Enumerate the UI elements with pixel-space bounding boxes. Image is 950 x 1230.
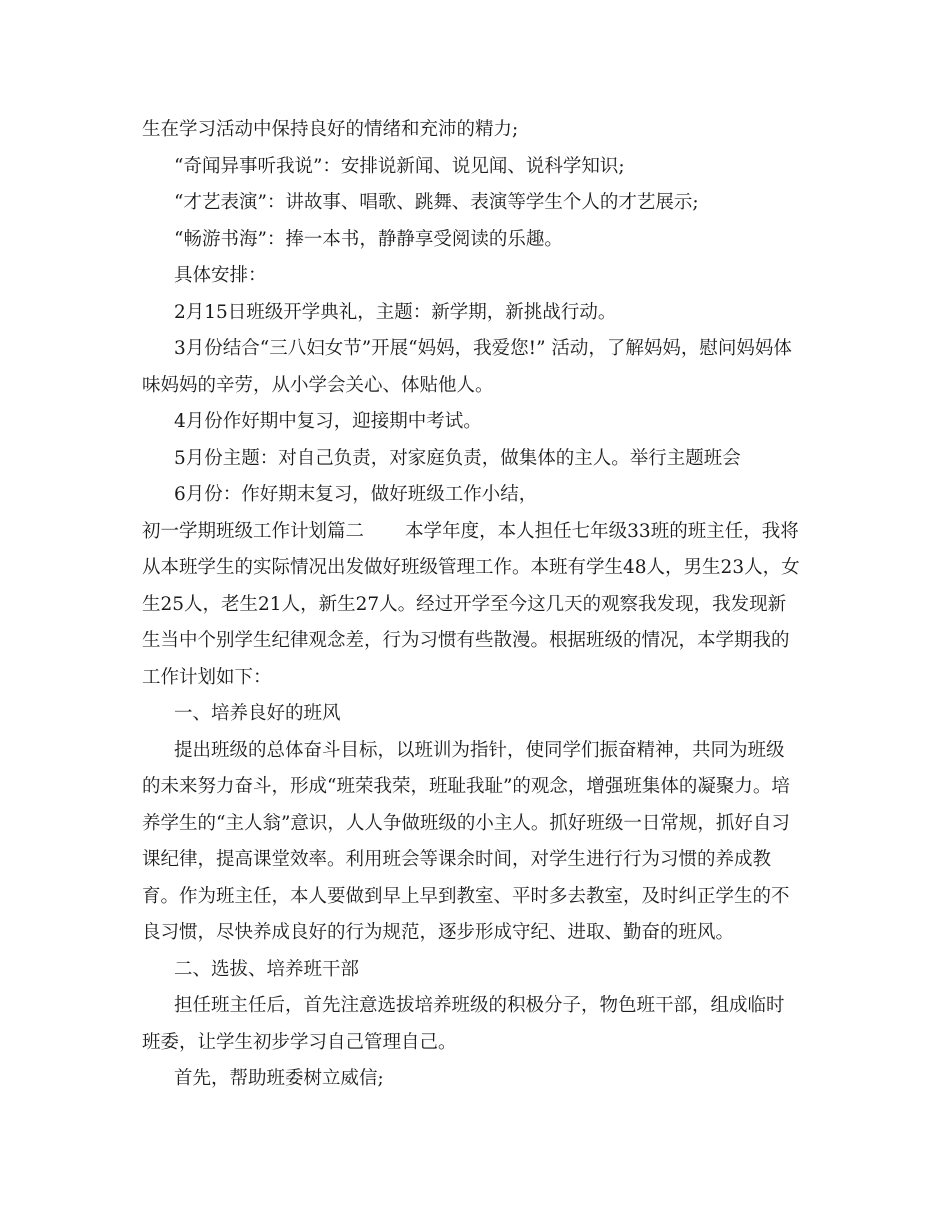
- text-line: 提出班级的总体奋斗目标，以班训为指针，使同学们振奋精神，共同为班级: [174, 739, 785, 761]
- text-line: 生25人，老生21人，新生27人。经过开学至今这几天的观察我发现，我发现新: [142, 593, 787, 615]
- text-line: 育。作为班主任，本人要做到早上早到教室、平时多去教室，及时纠正学生的不: [142, 885, 790, 907]
- article-title-line: 初一学期班级工作计划篇二 本学年度，本人担任七年级33班的班主任，我将: [142, 520, 799, 542]
- text-line: “奇闻异事听我说”：安排说新闻、说见闻、说科学知识;: [174, 155, 625, 177]
- text-line: “畅游书海”：捧一本书，静静享受阅读的乐趣。: [174, 228, 563, 250]
- text-line: 味妈妈的辛劳，从小学会关心、体贴他人。: [142, 374, 494, 396]
- text-line: 生在学习活动中保持良好的情绪和充沛的精力;: [142, 119, 519, 140]
- text-line: 4月份作好期中复习，迎接期中考试。: [174, 411, 482, 432]
- text-line: 3月份结合“三八妇女节”开展“妈妈，我爱您!” 活动，了解妈妈，慰问妈妈体: [174, 338, 792, 359]
- text-line: 养学生的“主人翁”意识，人人争做班级的小主人。抓好班级一日常规，抓好自习: [142, 812, 790, 834]
- text-line: 工作计划如下：: [142, 666, 272, 688]
- text-line: 6月份：作好期末复习，做好班级工作小结，: [174, 484, 538, 505]
- text-line: 良习惯，尽快养成良好的行为规范，逐步形成守纪、进取、勤奋的班风。: [142, 922, 735, 943]
- text-line: 首先，帮助班委树立威信;: [174, 1068, 384, 1089]
- text-line: 课纪律，提高课堂效率。利用班会等课余时间，对学生进行行为习惯的养成教: [142, 849, 772, 870]
- text-line: 从本班学生的实际情况出发做好班级管理工作。本班有学生48人，男生23人，女: [142, 557, 800, 578]
- section-heading: 一、培养良好的班风: [174, 703, 341, 724]
- text-line: 的未来努力奋斗，形成“班荣我荣，班耻我耻”的观念，增强班集体的凝聚力。培: [142, 776, 790, 797]
- text-line: 担任班主任后，首先注意选拔培养班级的积极分子，物色班干部，组成临时: [174, 995, 785, 1016]
- text-line: 5月份主题：对自己负责，对家庭负责，做集体的主人。举行主题班会: [174, 447, 741, 469]
- text-line: “才艺表演”：讲故事、唱歌、跳舞、表演等学生个人的才艺展示;: [174, 192, 699, 213]
- text-line: 班委，让学生初步学习自己管理自己。: [142, 1031, 457, 1053]
- text-line: 生当中个别学生纪律观念差，行为习惯有些散漫。根据班级的情况，本学期我的: [142, 630, 790, 651]
- section-heading: 二、选拔、培养班干部: [174, 958, 360, 980]
- document-body: [142, 112, 822, 1098]
- section-label: 具体安排：: [174, 265, 267, 286]
- text-line: 2月15日班级开学典礼，主题：新学期，新挑战行动。: [174, 301, 617, 323]
